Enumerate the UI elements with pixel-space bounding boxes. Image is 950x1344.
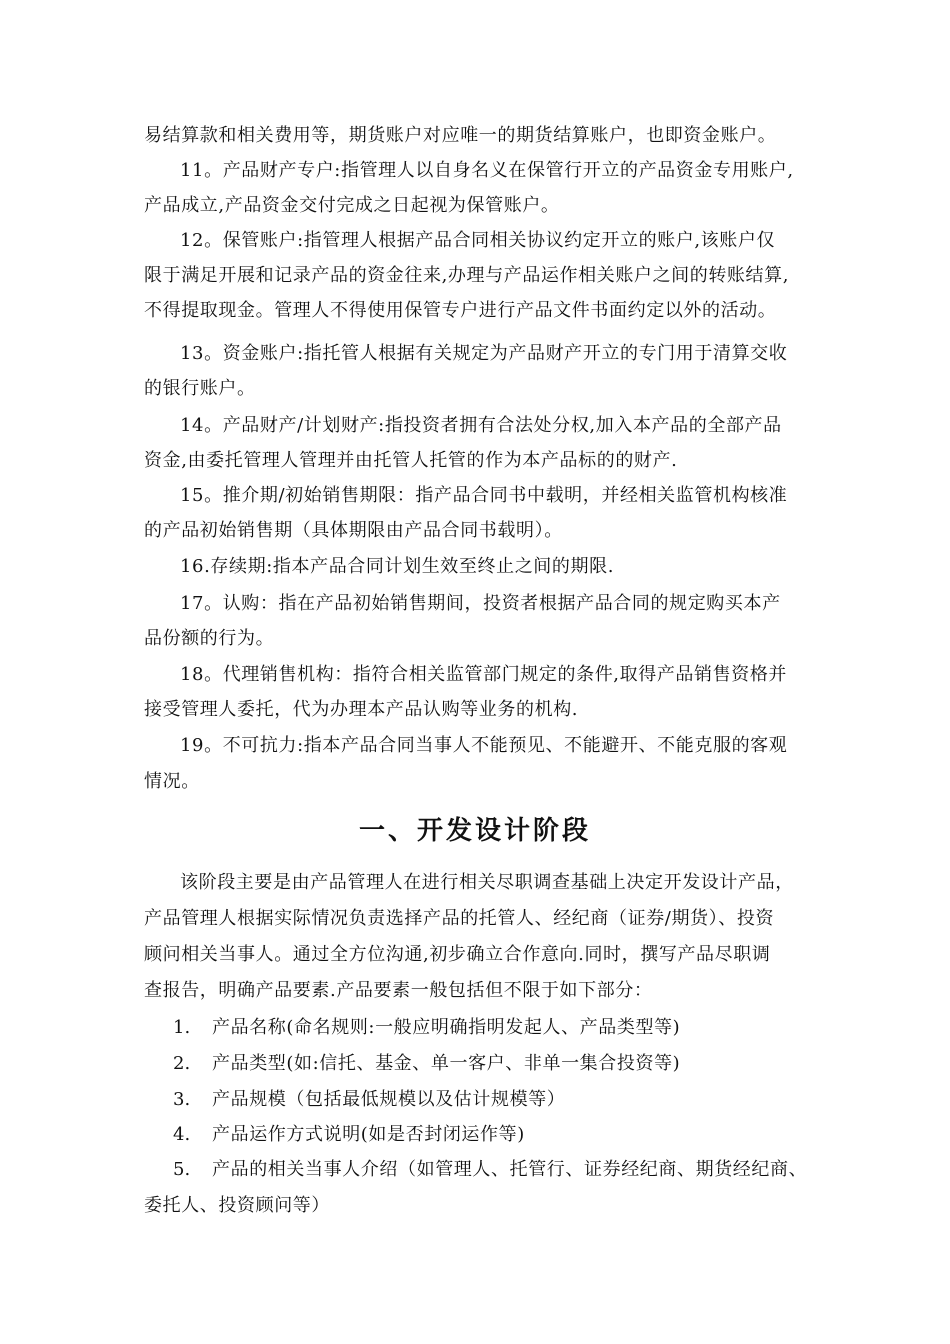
paragraph-line: 顾问相关当事人。通过全方位沟通,初步确立合作意向.同时，撰写产品尽职调	[144, 944, 771, 965]
text-line: 易结算款和相关费用等，期货账户对应唯一的期货结算账户，也即资金账户。	[144, 125, 777, 146]
definition-18: 18。代理销售机构：指符合相关监管部门规定的条件,取得产品销售资格并	[180, 664, 788, 685]
text-line: 不得提取现金。管理人不得使用保管专户进行产品文件书面约定以外的活动。	[144, 300, 777, 321]
list-item-number: 1.	[173, 1017, 191, 1038]
text-line: 接受管理人委托，代为办理本产品认购等业务的机构.	[144, 699, 579, 720]
list-item-number: 3.	[173, 1089, 191, 1110]
text-line: 情况。	[144, 771, 200, 792]
definition-19: 19。不可抗力:指本产品合同当事人不能预见、不能避开、不能克服的客观	[180, 735, 788, 756]
text-line: 资金,由委托管理人管理并由托管人托管的作为本产品标的的财产.	[144, 450, 678, 471]
list-item: 产品规模（包括最低规模以及估计规模等）	[212, 1089, 566, 1110]
definition-17: 17。认购：指在产品初始销售期间，投资者根据产品合同的规定购买本产	[180, 593, 781, 614]
text-line: 产品成立,产品资金交付完成之日起视为保管账户。	[144, 195, 560, 216]
list-item-number: 4.	[173, 1124, 191, 1145]
list-item: 产品的相关当事人介绍（如管理人、托管行、证券经纪商、期货经纪商、	[212, 1159, 808, 1180]
list-item-number: 5.	[173, 1159, 191, 1180]
text-line: 品份额的行为。	[144, 628, 275, 649]
text-line: 限于满足开展和记录产品的资金往来,办理与产品运作相关账户之间的转账结算,	[144, 265, 790, 286]
definition-14: 14。产品财产/计划财产:指投资者拥有合法处分权,加入本产品的全部产品	[180, 415, 782, 436]
definition-15: 15。推介期/初始销售期限：指产品合同书中载明，并经相关监管机构核准	[180, 485, 788, 506]
definition-16: 16.存续期:指本产品合同计划生效至终止之间的期限.	[180, 556, 615, 577]
list-item: 产品名称(命名规则:一般应明确指明发起人、产品类型等)	[212, 1017, 681, 1038]
list-item: 产品类型(如:信托、基金、单一客户、非单一集合投资等)	[212, 1053, 681, 1074]
paragraph-line: 该阶段主要是由产品管理人在进行相关尽职调查基础上决定开发设计产品，	[180, 872, 794, 893]
list-item-continuation: 委托人、投资顾问等）	[144, 1195, 330, 1216]
list-item: 产品运作方式说明(如是否封闭运作等)	[212, 1124, 525, 1145]
list-item-number: 2.	[173, 1053, 191, 1074]
definition-11: 11。产品财产专户:指管理人以自身名义在保管行开立的产品资金专用账户,	[180, 160, 794, 181]
text-line: 的银行账户。	[144, 378, 256, 399]
section-heading: 一、开发设计阶段	[358, 816, 591, 846]
text-line: 的产品初始销售期（具体期限由产品合同书载明）。	[144, 520, 563, 541]
paragraph-line: 查报告，明确产品要素.产品要素一般包括但不限于如下部分：	[144, 980, 653, 1001]
definition-12: 12。保管账户:指管理人根据产品合同相关协议约定开立的账户,该账户仅	[180, 230, 776, 251]
paragraph-line: 产品管理人根据实际情况负责选择产品的托管人、经纪商（证券/期货）、投资	[144, 908, 775, 929]
definition-13: 13。资金账户:指托管人根据有关规定为产品财产开立的专门用于清算交收	[180, 343, 788, 364]
